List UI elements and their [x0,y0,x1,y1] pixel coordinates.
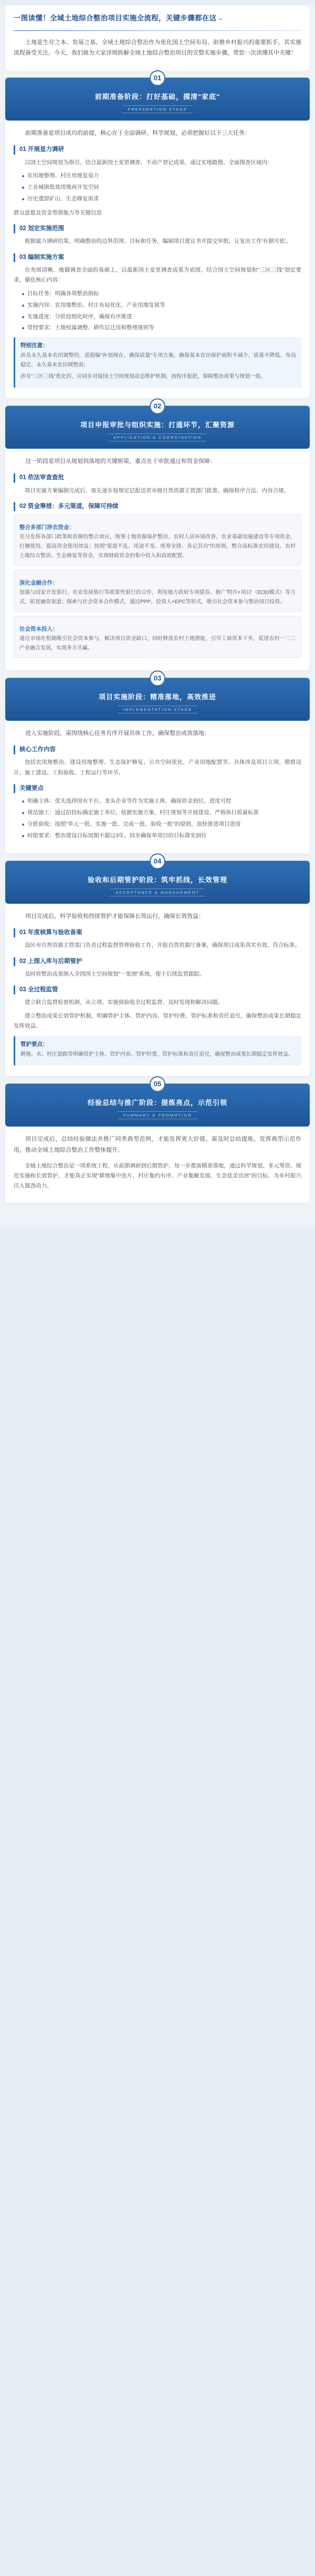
subsection-heading: 01 依法审查查批 [14,473,301,482]
section-title: 前期准备阶段：打好基础，摸清"家底" [94,93,220,101]
list-item: 历史遗留矿山、生态修复需求 [22,194,301,204]
section-body [5,121,310,398]
note-paragraph: 涉及永久基本农田调整的，需提编"补划现在、确保质量"专项方案，确保基本农田保护面积不减少、质量不降低、布局稳定、永久基本农田调整需； [20,353,296,369]
section-number-badge: 03 [150,670,165,686]
section-number-badge: 01 [150,70,165,86]
section-number-badge: 05 [150,1076,165,1092]
bullet-list [14,796,301,841]
section-lead: 项目完成后，科学验收和持续管护才能保障长效运行，确保长效效益： [25,913,204,919]
section-body [5,721,310,853]
paragraph: 根据属力调研结果，明确整治的边界范围、目标和任务，编制项目建议书并提交审批，让复出工作'有据可依'。 [25,238,292,245]
detail-box [14,570,301,612]
section-banner [5,674,310,721]
detail-box-text: 充分发挥各部门政策和资源的整合效应，统筹土地资源保护整治、农村人居环境改善、农业基础设施建设等专项资金，打捆使用，提高资金使用效益；按照"渠道不乱、用途不变、统筹安排、各记其功"的原则，整合高标准农田建设、农村土地综合整治、生态修复等资金，实现财政资金的集中投入和高效配置。 [19,534,296,559]
paragraph: 及时将整治成果纳入全国国土空间规划"一张图"系统，便于后续监管跟踪。 [25,970,205,977]
detail-box-heading: 社会资本投入： [19,626,58,633]
header-paragraph: 土地是生存之本、发展之基。全域土地综合整治作为优化国土空间布局、助推乡村振兴的重要抓手，其实施流程备受关注。今天，我们就为大家详细拆解全域土地综合整治项目的完整实施步骤，带您一次读懂其中关键！ [14,39,301,57]
footer [0,1210,315,1215]
section-body [5,1127,310,1203]
paragraph: 在充展清晰、地籍调查全面的基础上，以最新国土变更调查成果为底图，结合国土空间规划和"三区三线"划定要求，循化核心内容： [14,266,301,284]
section-banner [5,857,310,904]
subsection-heading: 01 开展显力调研 [14,145,301,154]
section-title: 项目实施阶段：精准落地，高效推进 [98,693,216,701]
subsection-heading: 核心工作内容 [14,745,301,754]
note-paragraph: 涉及"三区三线"优化的，应同步对接国土空间规划动态维护机制，按程序报批，保障整治成果与规划一致。 [20,374,266,380]
paragraph: 建立联合监督检查机制，从立项、实施到验收全过程监督，及时发现和解决问题。 [25,999,223,1006]
bullet-list [14,289,301,333]
paragraph: 以国土空间规划为指引，结合最新国土变更调查、不动产登记成果，通过实地踏勘，全面摸查区域内： [25,159,273,166]
detail-box-text: 加强与国家开发银行、农业发展银行等政策性银行的合作，利用地方政府专项债券、推广'特许+项目'（EOD模式）等方式，拓宽融资渠道；探索与社会资本合作模式，通过PPP、投资人+EPC等形式，吸引社会资本参与整治项目投资。 [19,590,296,605]
note-title: 特别注意： [20,342,48,349]
section-banner [5,1079,310,1127]
bullet-list [14,171,301,204]
section [5,402,310,670]
note-title: 管护要点： [20,1041,48,1047]
section-subtitle: IMPLEMENTATION STAGE [118,706,198,713]
section [5,1079,310,1203]
section-banner [5,402,310,449]
header-divider [14,30,301,31]
section-body [5,449,310,670]
detail-box-heading: 深化金融合作： [19,580,58,587]
subsection-heading: 01 年度核算与验收备案 [14,928,301,937]
detail-box-heading: 整合多部门涉农资金： [19,524,75,531]
detail-box [14,616,301,658]
note-box [14,1036,301,1066]
paragraph: 项目实施方案编制完成后，需先逐步按规定层报送省市级自然资源主管部门批准。确保程序合法、内容合规。 [25,487,289,494]
section-lead: 这一阶段是项目从规划到落地的关键桥梁，重点在于审批通过和资金保障： [25,458,216,465]
list-item: 实施内容：农用地整治、村庄布局优化、产业用地发展等 [22,300,301,310]
subsection-heading: 03 全过程监管 [14,986,301,994]
section-body [5,904,310,1076]
section-title: 项目申报审批与组织实施：打通环节，汇聚资源 [80,421,235,429]
paragraph: 包括农用地整治、建设用地整理、生态保护修复、公共空间优化、产业用地配置等。具体涉及项目立项、勘察设计、施工建设、工程验收、工程运行等环节。 [14,759,301,776]
subsection-heading: 02 资金筹措：多元渠道，保障可持续 [14,502,301,511]
header-body [14,37,301,59]
section [5,74,310,398]
subsection-heading: 关键要点 [14,784,301,793]
list-item: 目标任务：明确各项整治指标 [22,289,301,299]
list-item: 分批验收：按照"单元一批、实施一批、完成一批、验收一批"的原则，加快推进项目进度 [22,819,301,829]
list-item: 工业城镇低效用地再开发空间 [22,182,301,192]
section-subtitle: ACCEPTANCE & MANAGEMENT [110,889,205,896]
detail-box-text: 通过市场化机制吸引社会资本参与，解决项目资金缺口，同时释放农村土地潜能，引导工商资本下乡，促进农村一二三产业融合发展，实现多方共赢。 [19,636,296,652]
section [5,857,310,1076]
section-subtitle: PREPARATION STAGE [122,105,193,113]
subsection-heading: 02 上图入库与后期管护 [14,957,301,966]
section-title: 验收和后期管护阶段：筑牢抓线，长效管理 [87,875,227,884]
section-subtitle: APPLICATION & COORDINATION [108,434,207,441]
paragraph: 全域土地综合整治是一项系统工程，从前期调研到后期管护，每一步都需精准落地，通过科学规划、多元筹资、规范实施和长效管护，才能真正实现"耕地集中连片、村庄集约有序、产业集聚发展、生态优美宜居"的目标，为乡村振兴注入强劲动力。 [14,1162,301,1189]
section-subtitle: SUMMARY & PROMOTION [118,1111,197,1119]
paragraph: 设区市自然资源主管部门负责过程监督管理验收工作，并报自然资源厅备案，确保项目成果真实有效、符合标准。 [25,942,300,949]
list-item: 明确主体：优先选择国有平台、龙头企业等作为实施主体，确保资金到位、进度可控 [22,796,301,806]
list-item: 农用地整理、村庄用地复垦力 [22,171,301,181]
sections-container [0,74,315,1203]
section [5,674,310,853]
note-box [14,337,301,388]
section-number-badge: 04 [150,853,165,869]
section-banner [5,74,310,121]
paragraph-tail: 群众意愿及资金筹措能力等关键信息 [14,209,102,216]
section-lead: 项目完成后，总结经验做法并推广同类典型范例，才能发挥更大价值，需及时总结提炼，发挥典型示范作用，推动全域土地综合整治工作整体提升。 [14,1135,301,1153]
header-card [5,5,310,71]
article-page [0,5,315,1225]
section-title: 经验总结与推广阶段：提炼亮点，示范引领 [87,1098,227,1107]
page-title: 一图读懂！全域土地综合整治项目实施全流程，关键步骤都在这→ [14,14,224,22]
detail-box [14,514,301,566]
list-item: 实施进度：分阶段细化时序，确保有序推进 [22,312,301,322]
list-item: 规范施工：通过招投标确定施工单位，依据实施方案、村庄规划等开展建设，严格执行质量标准 [22,808,301,818]
section-lead: 前期准备是项目成功的前提，核心在于全面调研、科学规划，必须把握好以下三大任务： [25,130,250,137]
section-lead: 进入实施阶段，需围绕核心任务有序开展具体工作，确保整治成效落地： [25,730,210,737]
subsection-heading: 03 编制实施方案 [14,253,301,262]
section-number-badge: 02 [150,398,165,414]
paragraph: 建立整治成果长效管护机制，明确管护主体、管护内容、管护经费、管护标准和责任追究，确保整治成果长期稳定发挥效益。 [14,1012,301,1030]
list-item: 管控要求：土地权属调整、耕作层迁用和整理规则等 [22,323,301,333]
list-item: 时限要求：整治建设目标周期不超过3年，同步确保单项目的目标落实到位 [22,831,301,841]
note-paragraph: 耕地、水、村庄道路等明确管护主体、管护内容、管护经费、管护标准和责任追究，确保整治成果长期稳定发挥效益。 [20,1051,293,1057]
subsection-heading: 02 划定实施范围 [14,224,301,233]
